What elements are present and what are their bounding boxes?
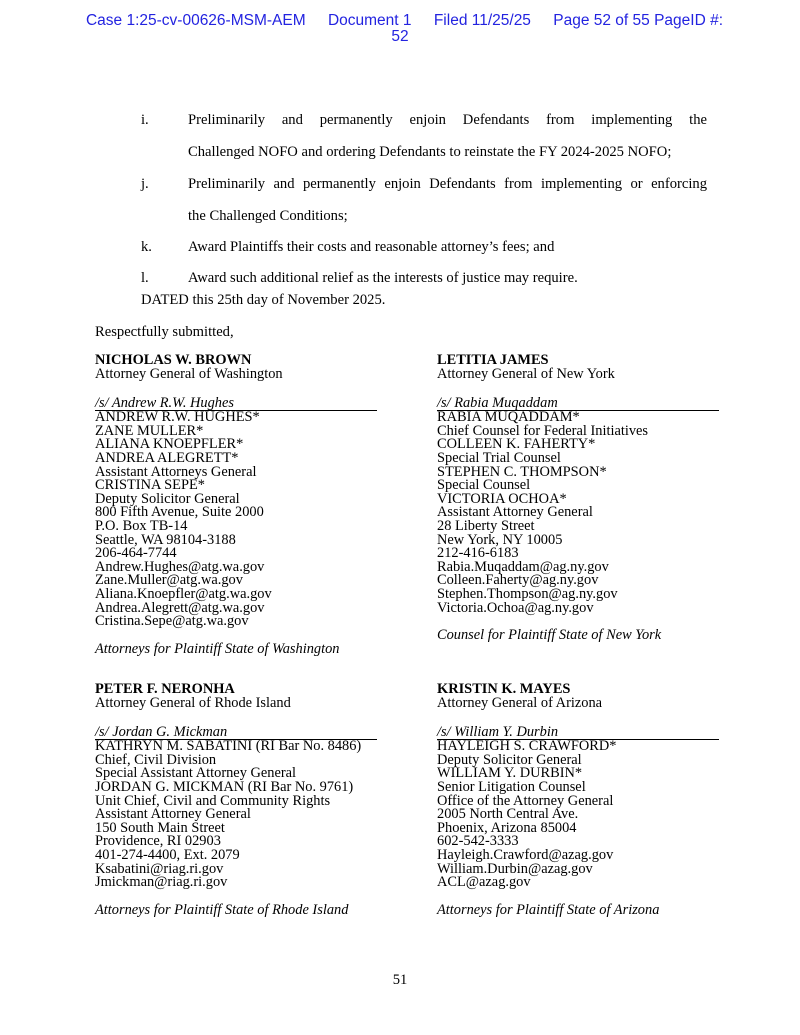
signature-detail-line: 2005 North Central Ave. [437,806,579,823]
signature-detail-line: 150 South Main Street [95,819,225,836]
signature-detail-line: Senior Litigation Counsel [437,778,586,795]
signature-detail-line: Aliana.Knoepfler@atg.wa.gov [95,585,272,602]
signature-detail-line: Andrea.Alegrett@atg.wa.gov [95,599,265,616]
item-label: k. [141,239,152,255]
signature-detail-line: Providence, RI 02903 [95,833,221,850]
attorney-general-name: PETER F. NERONHA [95,681,235,697]
signature-detail-line: Victoria.Ochoa@ag.ny.gov [437,599,594,616]
signature-detail-line: Rabia.Muqaddam@ag.ny.gov [437,558,609,575]
list-item [141,168,707,232]
item-line: Preliminarily and permanently enjoin Defendants from implementing the [188,112,707,128]
signature-line: /s/ William Y. Durbin [437,726,719,740]
signature-detail-line: 206-464-7744 [95,545,177,562]
signature-detail-line: KATHRYN M. SABATINI (RI Bar No. 8486) [95,738,362,755]
signature-line: /s/ Andrew R.W. Hughes [95,397,377,411]
signature-detail-line: CRISTINA SEPE* [95,477,205,494]
signature-detail-line: Cristina.Sepe@atg.wa.gov [95,613,249,630]
signature-detail-line: ALIANA KNOEPFLER* [95,436,244,453]
signature-detail-line: P.O. Box TB-14 [95,517,188,534]
signature-block-new-york [437,354,727,643]
item-line: Preliminarily and permanently enjoin Defendants from implementing or enforcing [188,176,707,192]
case-number: Case 1:25-cv-00626-MSM-AEM [85,12,306,29]
signature-detail-line: ANDREW R.W. HUGHES* [95,409,260,426]
signature-detail-line: ZANE MULLER* [95,422,204,439]
item-line: Award such additional relief as the interests of justice may require. [188,270,578,286]
signature-detail-line: Office of the Attorney General [437,792,614,809]
signature-detail-line: 602-542-3333 [437,833,519,850]
relief-list [141,104,707,294]
signature-detail-line: Andrew.Hughes@atg.wa.gov [95,558,265,575]
item-label: l. [141,270,149,286]
signature-detail-line: Special Assistant Attorney General [95,765,297,782]
signature-detail-line: 28 Liberty Street [437,517,535,534]
dated-line: DATED this 25th day of November 2025. [141,292,386,308]
signature-detail-line: ACL@azag.gov [437,874,531,891]
item-label: j. [141,176,149,192]
attorney-general-title: Attorney General of Rhode Island [95,694,291,711]
signature-block-arizona [437,683,727,917]
signature-detail-line: Phoenix, Arizona 85004 [437,819,577,836]
attorney-general-name: NICHOLAS W. BROWN [95,352,252,368]
signature-block-rhode-island [95,683,385,917]
signature-detail-line: ANDREA ALEGRETT* [95,449,239,466]
list-item [141,104,707,168]
signature-block-washington [95,354,385,656]
signature-detail-line: 800 Fifth Avenue, Suite 2000 [95,504,264,521]
document-number: Document 1 [327,12,412,29]
signature-detail-line: STEPHEN C. THOMPSON* [437,463,607,480]
attorney-general-name: KRISTIN K. MAYES [437,681,571,697]
item-line: the Challenged Conditions; [188,208,348,224]
signature-detail-line: Hayleigh.Crawford@azag.gov [437,846,614,863]
signature-detail-line: Chief Counsel for Federal Initiatives [437,422,649,439]
signature-detail-line: RABIA MUQADDAM* [437,409,580,426]
case-header [60,13,740,45]
attorney-general-title: Attorney General of New York [437,365,615,382]
list-item [141,232,707,263]
signature-detail-line: Zane.Muller@atg.wa.gov [95,572,243,589]
filed-date: Filed 11/25/25 [433,12,531,29]
item-line: Challenged NOFO and ordering Defendants to reinstate the FY 2024-2025 NOFO; [188,144,672,160]
page-info: Page 52 of 55 PageID #: [553,12,724,29]
counsel-for-line: Attorneys for Plaintiff State of Arizona [437,901,660,918]
signature-detail-line: WILLIAM Y. DURBIN* [437,765,583,782]
signature-detail-line: VICTORIA OCHOA* [437,490,567,507]
item-label: i. [141,112,149,128]
signature-detail-line: Assistant Attorneys General [95,463,257,480]
page-number: 51 [392,972,408,988]
signature-detail-line: HAYLEIGH S. CRAWFORD* [437,738,617,755]
attorney-general-title: Attorney General of Washington [95,365,283,382]
signature-detail-line: Ksabatini@riag.ri.gov [95,860,224,877]
signature-detail-line: Colleen.Faherty@ag.ny.gov [437,572,599,589]
signature-detail-line: COLLEEN K. FAHERTY* [437,436,596,453]
signature-detail-line: 401-274-4400, Ext. 2079 [95,846,240,863]
respectfully-submitted: Respectfully submitted, [95,324,234,340]
counsel-for-line: Attorneys for Plaintiff State of Rhode Island [95,901,349,918]
signature-detail-line: Special Trial Counsel [437,449,561,466]
signature-detail-line: Assistant Attorney General [437,504,593,521]
page-id: 52 [391,28,409,45]
item-line: Award Plaintiffs their costs and reasonable attorney’s fees; and [188,239,555,255]
attorney-general-title: Attorney General of Arizona [437,694,603,711]
signature-detail-line: Jmickman@riag.ri.gov [95,874,228,891]
signature-detail-line: Stephen.Thompson@ag.ny.gov [437,585,618,602]
signature-detail-line: Chief, Civil Division [95,751,217,768]
signature-detail-line: 212-416-6183 [437,545,519,562]
signature-detail-line: Seattle, WA 98104-3188 [95,531,236,548]
signature-detail-line: Unit Chief, Civil and Community Rights [95,792,331,809]
signature-line: /s/ Jordan G. Mickman [95,726,377,740]
signature-detail-line: JORDAN G. MICKMAN (RI Bar No. 9761) [95,778,354,795]
list-item [141,263,707,294]
signature-detail-line: Deputy Solicitor General [437,751,582,768]
signature-detail-line: New York, NY 10005 [437,531,563,548]
signature-detail-line: Assistant Attorney General [95,806,251,823]
attorney-general-name: LETITIA JAMES [437,352,549,368]
counsel-for-line: Attorneys for Plaintiff State of Washington [95,640,340,657]
signature-detail-line: Deputy Solicitor General [95,490,240,507]
signature-line: /s/ Rabia Muqaddam [437,397,719,411]
signature-detail-line: Special Counsel [437,477,531,494]
counsel-for-line: Counsel for Plaintiff State of New York [437,627,662,644]
signature-detail-line: William.Durbin@azag.gov [437,860,593,877]
